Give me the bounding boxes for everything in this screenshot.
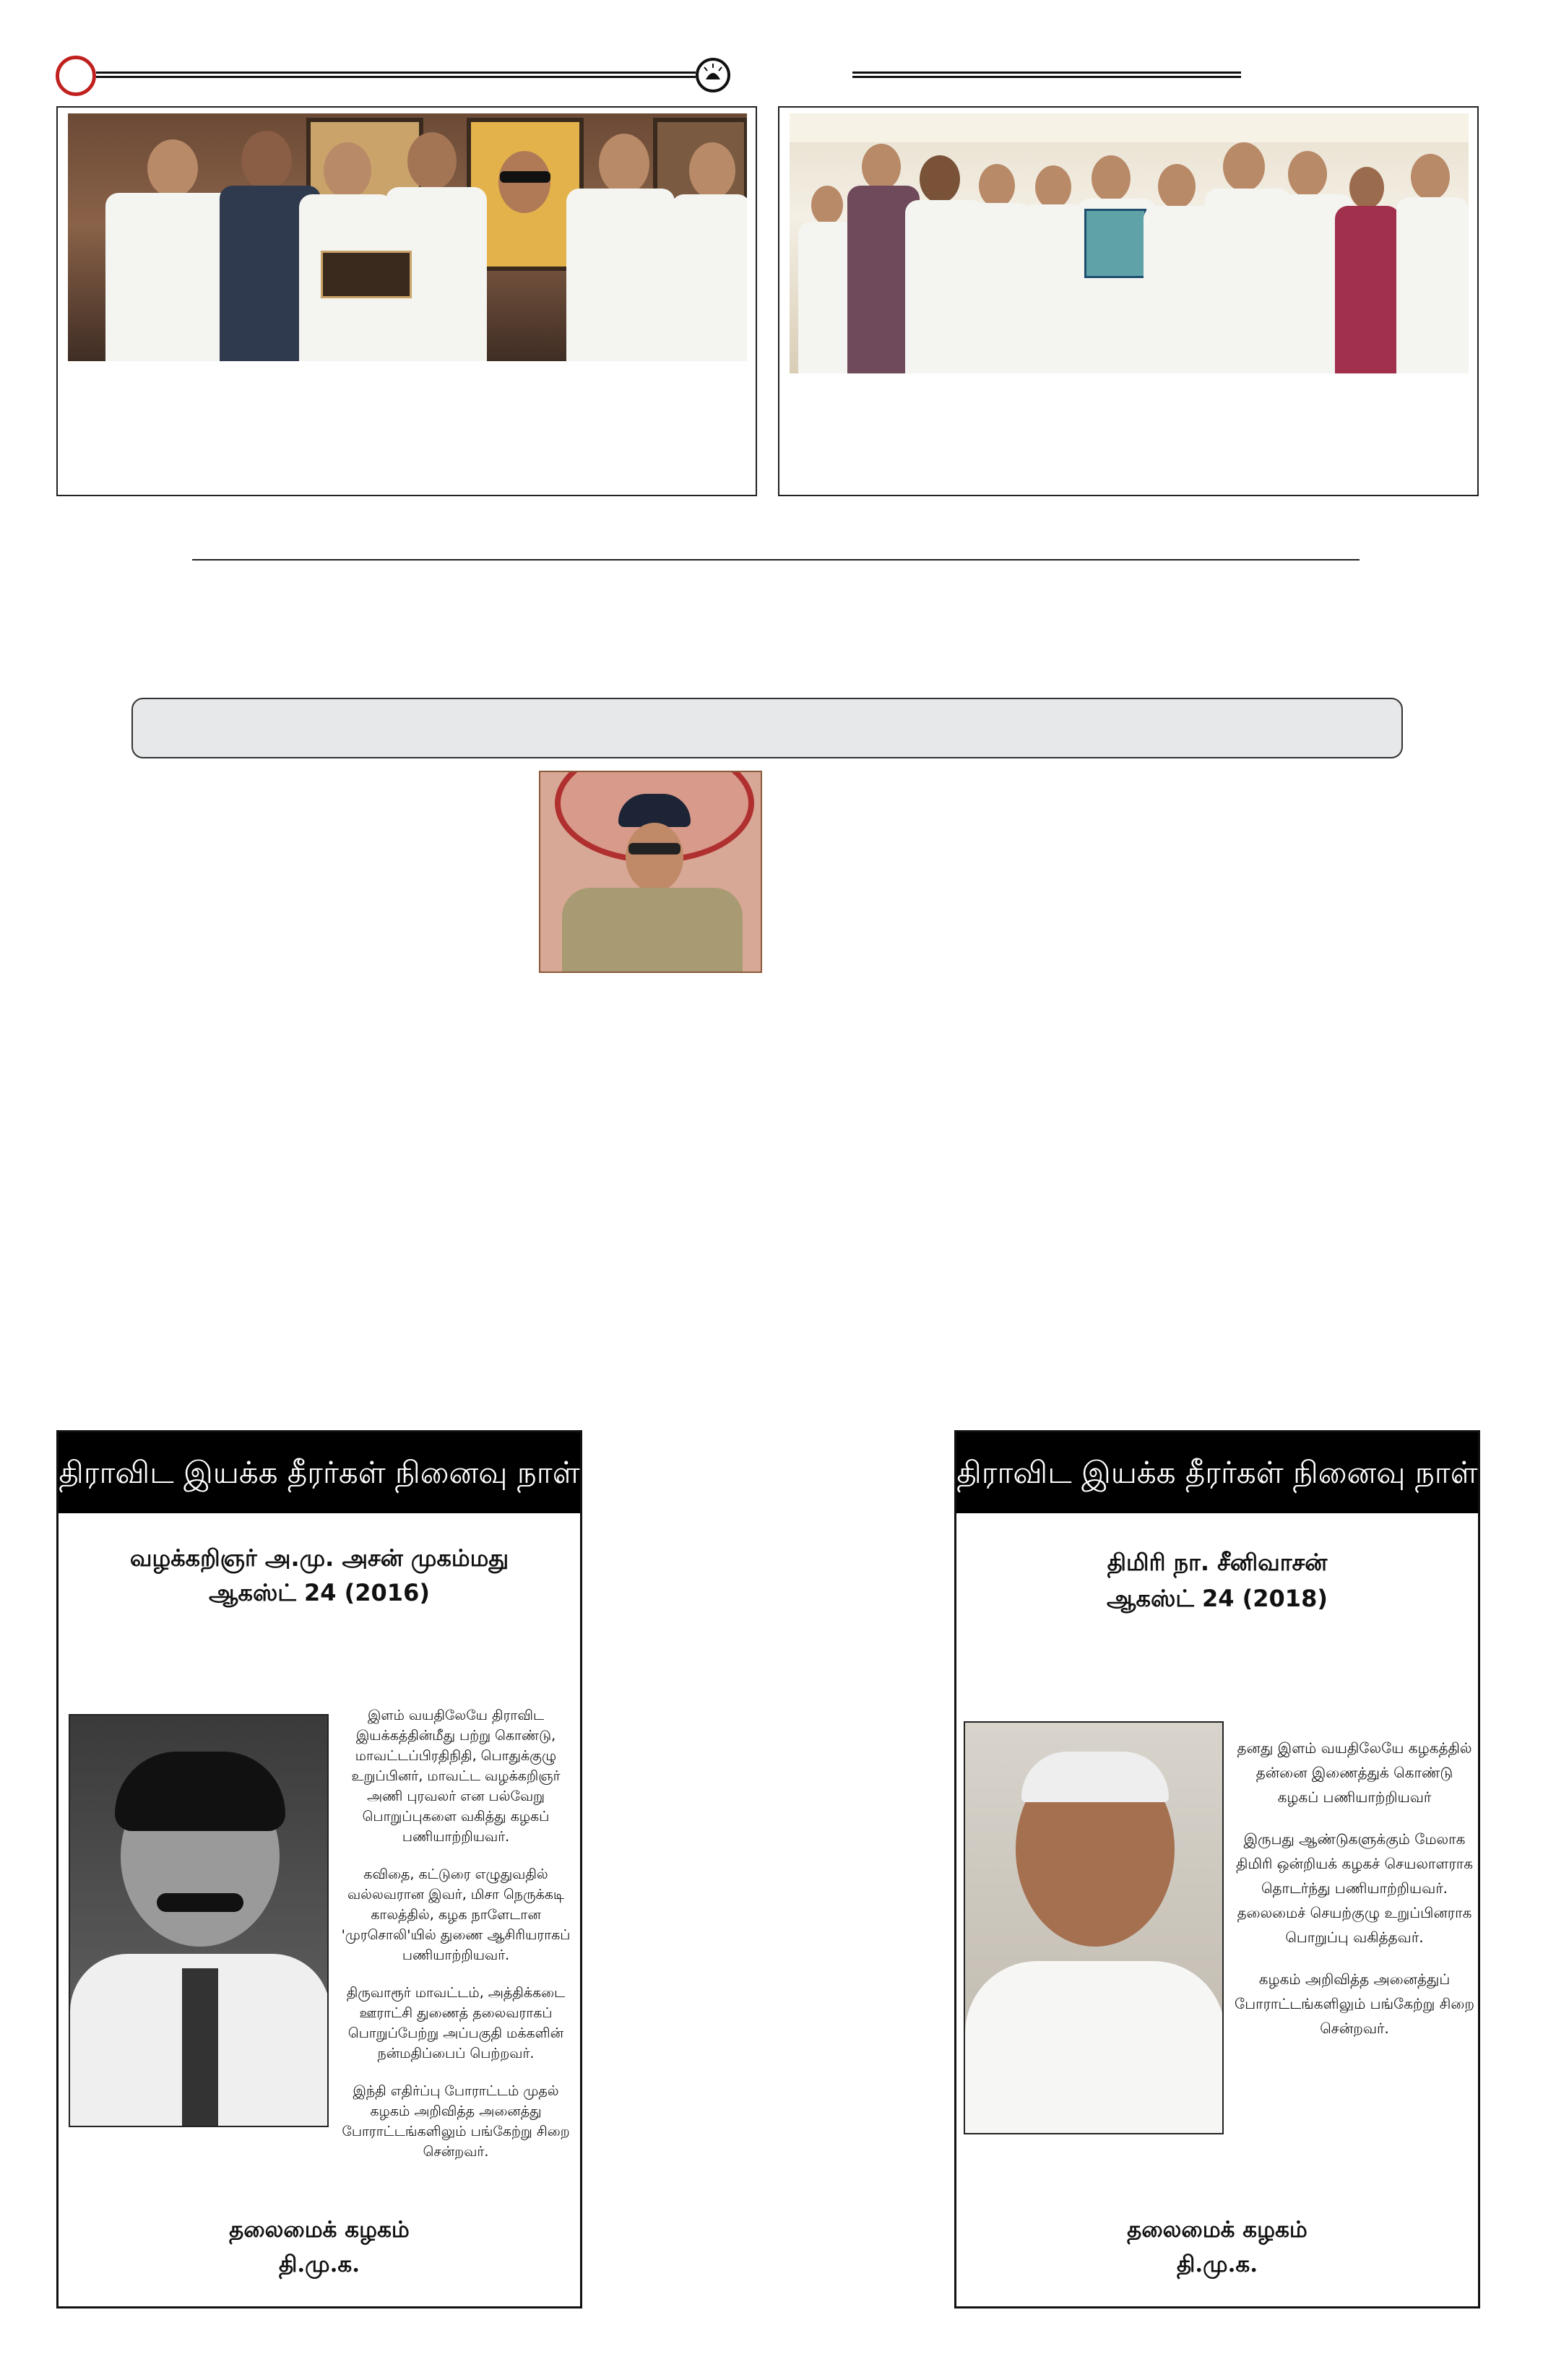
headline-bar: [131, 698, 1403, 758]
machine-display: [1084, 209, 1146, 278]
news-photo-right: [790, 113, 1469, 373]
signature-line1: தலைமைக் கழகம்: [229, 2217, 410, 2243]
bio-paragraph: கழகம் அறிவித்த அனைத்துப் போராட்டங்களிலும் பங்கேற்று சிறை சென்றவர்.: [1235, 1970, 1474, 2037]
card-title: திராவிட இயக்க தீரர்கள் நினைவு நாள்: [59, 1432, 580, 1513]
bio-paragraph: இருபது ஆண்டுகளுக்கும் மேலாக திமிரி ஒன்றியக் கழகச் செயலாளராக தொடர்ந்து பணியாற்றியவர். தலைமைச் செயற்குழு உறுப்பினராக பொறுப்பு வகித்தவர்.: [1235, 1830, 1474, 1946]
news-photo-right-frame: [778, 106, 1479, 496]
card-title: திராவிட இயக்க தீரர்கள் நினைவு நாள்: [956, 1432, 1478, 1513]
person-name: திமிரி நா. சீனிவாசன்: [1107, 1549, 1328, 1576]
biography: [1234, 1736, 1475, 2058]
biography: [334, 1705, 577, 2179]
bio-paragraph: இந்தி எதிர்ப்பு போராட்டம் முதல் கழகம் அறிவித்த அனைத்து போராட்டங்களிலும் பங்கேற்று சிறை சென்றவர்.: [342, 2083, 570, 2160]
header-rule-right: [852, 72, 1241, 78]
bio-paragraph: கவிதை, கட்டுரை எழுதுவதில் வல்லவரான இவர், மிசா நெருக்கடி காலத்தில், கழக நாளேடான 'முரசொலி'யில் துணை ஆசிரியராகப் பணியாற்றியவர்.: [341, 1866, 571, 1963]
news-photo-left: [68, 113, 747, 361]
page-number-circle: [56, 56, 96, 96]
bio-paragraph: திருவாரூர் மாவட்டம், அத்திக்கடை ஊராட்சி துணைத் தலைவராகப் பொறுப்பேற்று அப்பகுதி மக்களின் நன்மதிப்பைப் பெற்றவர்.: [346, 1985, 566, 2061]
signature-line1: தலைமைக் கழகம்: [1127, 2217, 1308, 2243]
officer-photo: [539, 771, 762, 973]
signature-line2: தி.மு.க.: [278, 2251, 360, 2277]
memorial-date: ஆகஸ்ட் 24 (2018): [1107, 1585, 1328, 1612]
person-name: வழக்கறிஞர் அ.மு. அசன் முகம்மது: [129, 1544, 509, 1572]
memorial-card-right: [954, 1430, 1480, 2308]
person-portrait: [69, 1714, 329, 2127]
news-photo-left-frame: [56, 106, 757, 496]
rising-sun-emblem-icon: [696, 58, 730, 92]
section-divider: [192, 559, 1360, 561]
memorial-date: ஆகஸ்ட் 24 (2016): [209, 1579, 430, 1606]
memorial-card-left: [56, 1430, 582, 2308]
person-portrait: [964, 1721, 1224, 2134]
bio-paragraph: இளம் வயதிலேயே திராவிட இயக்கத்தின்மீது பற்று கொண்டு, மாவட்டப்பிரதிநிதி, பொதுக்குழு உறுப்பினர், மாவட்ட வழக்கறிஞர் அணி புரவலர் என பல்வேறு பொறுப்புகளை வகித்து கழகப் பணியாற்றியவர்.: [351, 1708, 561, 1845]
signature-line2: தி.மு.க.: [1176, 2251, 1258, 2277]
header-rule-left: [96, 72, 696, 78]
bio-paragraph: தனது இளம் வயதிலேயே கழகத்தில் தன்னை இணைத்துக் கொண்டு கழகப் பணியாற்றியவர்: [1237, 1739, 1472, 1806]
